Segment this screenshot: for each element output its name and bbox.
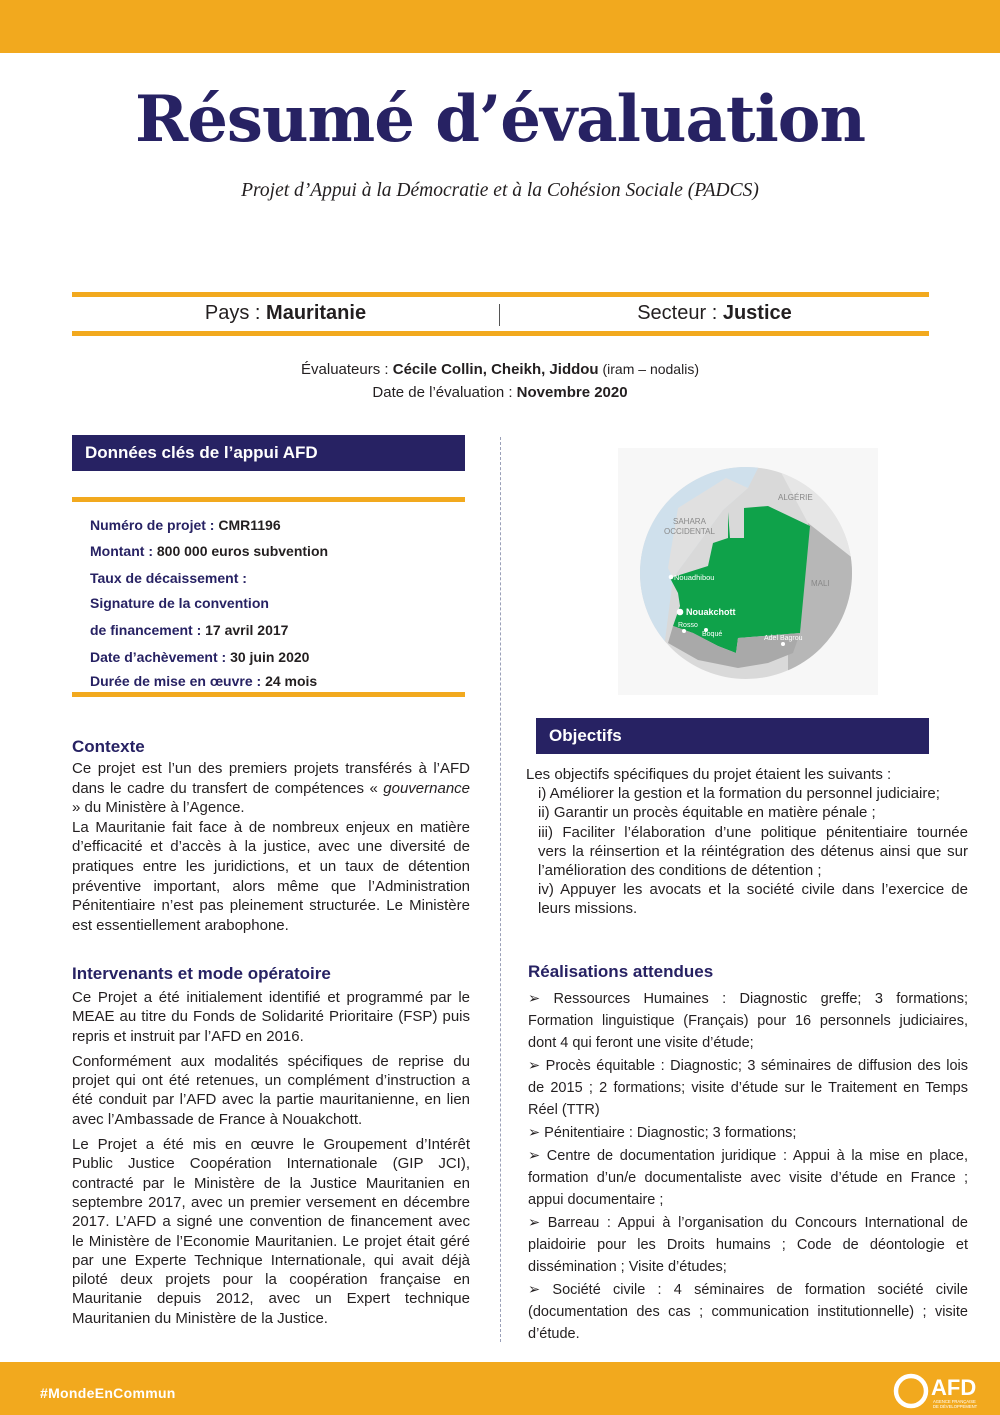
key-data-row: Date d’achèvement : 30 juin 2020 xyxy=(90,649,310,665)
map-label-boque: Boqué xyxy=(702,631,723,638)
evaluation-date-line: Date de l’évaluation : Novembre 2020 xyxy=(372,384,628,401)
map-label-adel-bagrou: Adel Bagrou xyxy=(764,635,803,642)
mauritania-map-svg xyxy=(618,448,878,695)
objective-item: iii) Faciliter l’élaboration d’une politique pénitentiaire tournée vers la réinsertion et la réintégration des détenus ainsi que sur l’amélioration des conditions de détention ; xyxy=(538,823,968,880)
map-label-sahara-1: SAHARA xyxy=(673,517,706,526)
city-dot-rosso xyxy=(682,629,686,633)
result-item: ➢ Société civile : 4 séminaires de formation société civile (documentation des cas ; communication institutionnelle) ; visite d’étude. xyxy=(528,1282,968,1342)
evaluators-org: (iram – nodalis) xyxy=(598,361,699,377)
evaluators-names: Cécile Collin, Cheikh, Jiddou xyxy=(392,361,599,378)
column-divider xyxy=(500,437,501,1342)
map-label-rosso: Rosso xyxy=(678,622,698,629)
sector-value: Justice xyxy=(722,302,792,324)
map-label-mali: MALI xyxy=(811,579,830,588)
context-paragraph: La Mauritanie fait face à de nombreux enjeux en matière d’efficacité et d’accès à la justice, avec une diversité de pratiques entre les juridictions, et un taux de détention préventive important, alors même que l’Administration Pénitentiaire n’est pas pleinement structurée. Le Ministère est essentiellement arabophone. xyxy=(72,818,470,934)
result-item: ➢ Centre de documentation juridique : Appui à la mise en place, formation d’un/e documentaliste avec visite d’étude en France ; appui documentaire ; xyxy=(528,1148,968,1208)
country-field: Pays : Mauritanie xyxy=(204,302,367,324)
key-data-row: Taux de décaissement : xyxy=(90,570,247,586)
objectives-list xyxy=(526,765,968,919)
result-item: ➢ Barreau : Appui à l’organisation du Concours International de plaidoirie pour les Droits humains ; Code de déontologie et dissémination ; Visite d’études; xyxy=(528,1215,968,1275)
context-text xyxy=(72,759,470,935)
expected-results-title: Réalisations attendues xyxy=(528,962,714,981)
afd-logo-ring-icon xyxy=(896,1376,926,1406)
location-map xyxy=(618,448,878,695)
result-item: ➢ Procès équitable : Diagnostic; 3 séminaires de diffusion des lois de 2015 ; 2 formations; visite d’étude sur le Traitement en Temps Réel (TTR) xyxy=(528,1058,968,1118)
top-orange-band xyxy=(0,0,1000,53)
objective-item: ii) Garantir un procès équitable en matière pénale ; xyxy=(538,804,876,822)
key-data-row: Durée de mise en œuvre : 24 mois xyxy=(90,673,318,689)
page-subtitle: Projet d’Appui à la Démocratie et à la Cohésion Sociale (PADCS) xyxy=(241,180,759,201)
city-dot-nouadhibou xyxy=(669,575,674,580)
sector-field: Secteur : Justice xyxy=(637,302,792,324)
afd-logo-svg xyxy=(893,1372,988,1410)
city-dot-nouakchott xyxy=(677,609,684,616)
meta-top-rule xyxy=(72,292,929,297)
key-data-row: Signature de la convention xyxy=(90,595,269,611)
key-data-box xyxy=(72,497,465,697)
key-data-row: Numéro de projet : CMR1196 xyxy=(90,517,281,533)
page-title: Résumé d’évaluation xyxy=(135,82,865,157)
stakeholders-title: Intervenants et mode opératoire xyxy=(72,964,331,983)
objective-item: i) Améliorer la gestion et la formation du personnel judiciaire; xyxy=(538,785,940,803)
map-label-nouadhibou: Nouadhibou xyxy=(674,573,715,582)
context-paragraph: Ce projet est l’un des premiers projets transférés à l’AFD dans le cadre du transfert de compétences « gouvernance » du Ministère à l’Agence. xyxy=(72,760,470,817)
hashtag-text: #MondeEnCommun xyxy=(40,1385,176,1401)
meta-bottom-rule xyxy=(72,331,929,336)
expected-results-list xyxy=(528,988,968,1346)
stakeholders-text xyxy=(72,988,470,1328)
evaluation-date: Novembre 2020 xyxy=(516,384,628,401)
result-item: ➢ Ressources Humaines : Diagnostic greffe; 3 formations; Formation linguistique (Français) pour 16 personnels judiciaires, dont 4 qui feront une visite d’étude; xyxy=(528,991,968,1051)
result-item: ➢ Pénitentiaire : Diagnostic; 3 formations; xyxy=(528,1125,797,1141)
city-dot-adel-bagrou xyxy=(781,642,785,646)
key-data-heading: Données clés de l’appui AFD xyxy=(72,435,465,471)
country-value: Mauritanie xyxy=(266,302,367,324)
key-data-row: de financement : 17 avril 2017 xyxy=(90,622,289,638)
objective-item: iv) Appuyer les avocats et la société civile dans l’exercice de leurs missions. xyxy=(538,881,968,918)
key-data-row: Montant : 800 000 euros subvention xyxy=(90,543,329,559)
svg-text:DE DÉVELOPPEMENT: DE DÉVELOPPEMENT xyxy=(933,1404,978,1409)
svg-text:AFD: AFD xyxy=(931,1375,977,1400)
stakeholders-paragraph: Ce Projet a été initialement identifié et programmé par le MEAE au titre du Fonds de Solidarité Prioritaire (FSP) puis repris et instruit par l’AFD en 2016. xyxy=(72,989,470,1045)
stakeholders-paragraph: Le Projet a été mis en œuvre le Groupement d’Intérêt Public Justice Coopération Internationale (GIP JCI), contracté par le Ministère de la Justice Mauritanien en septembre 2017, avec un premier versement en décembre 2017. L’AFD a signé une convention de financement avec le Ministère de l’Economie Mauritanien. Le projet était géré par une Experte Technique Internationale, qui avait déjà piloté deux projets pour la coopération française en Mauritanie depuis 2012, avec un Expert technique Mauritanien du Ministère de la Justice. xyxy=(72,1136,470,1327)
afd-logo xyxy=(893,1372,988,1410)
map-label-nouakchott: Nouakchott xyxy=(686,607,736,617)
stakeholders-paragraph: Conformément aux modalités spécifiques de reprise du projet qui ont été retenues, un complément d’instruction a été conduit par l’AFD avec la partie mauritanienne, en lien avec l’Ambassade de France à Nouakchott. xyxy=(72,1052,470,1128)
evaluators-line: Évaluateurs : Cécile Collin, Cheikh, Jiddou (iram – nodalis) xyxy=(301,361,699,378)
svg-text:AGENCE FRANÇAISE: AGENCE FRANÇAISE xyxy=(933,1399,976,1404)
map-label-algeria: ALGÉRIE xyxy=(778,493,813,502)
context-title: Contexte xyxy=(72,737,145,756)
objectives-heading: Objectifs xyxy=(536,718,929,754)
map-label-sahara-2: OCCIDENTAL xyxy=(664,527,715,536)
objectives-intro: Les objectifs spécifiques du projet étaient les suivants : xyxy=(526,766,892,783)
